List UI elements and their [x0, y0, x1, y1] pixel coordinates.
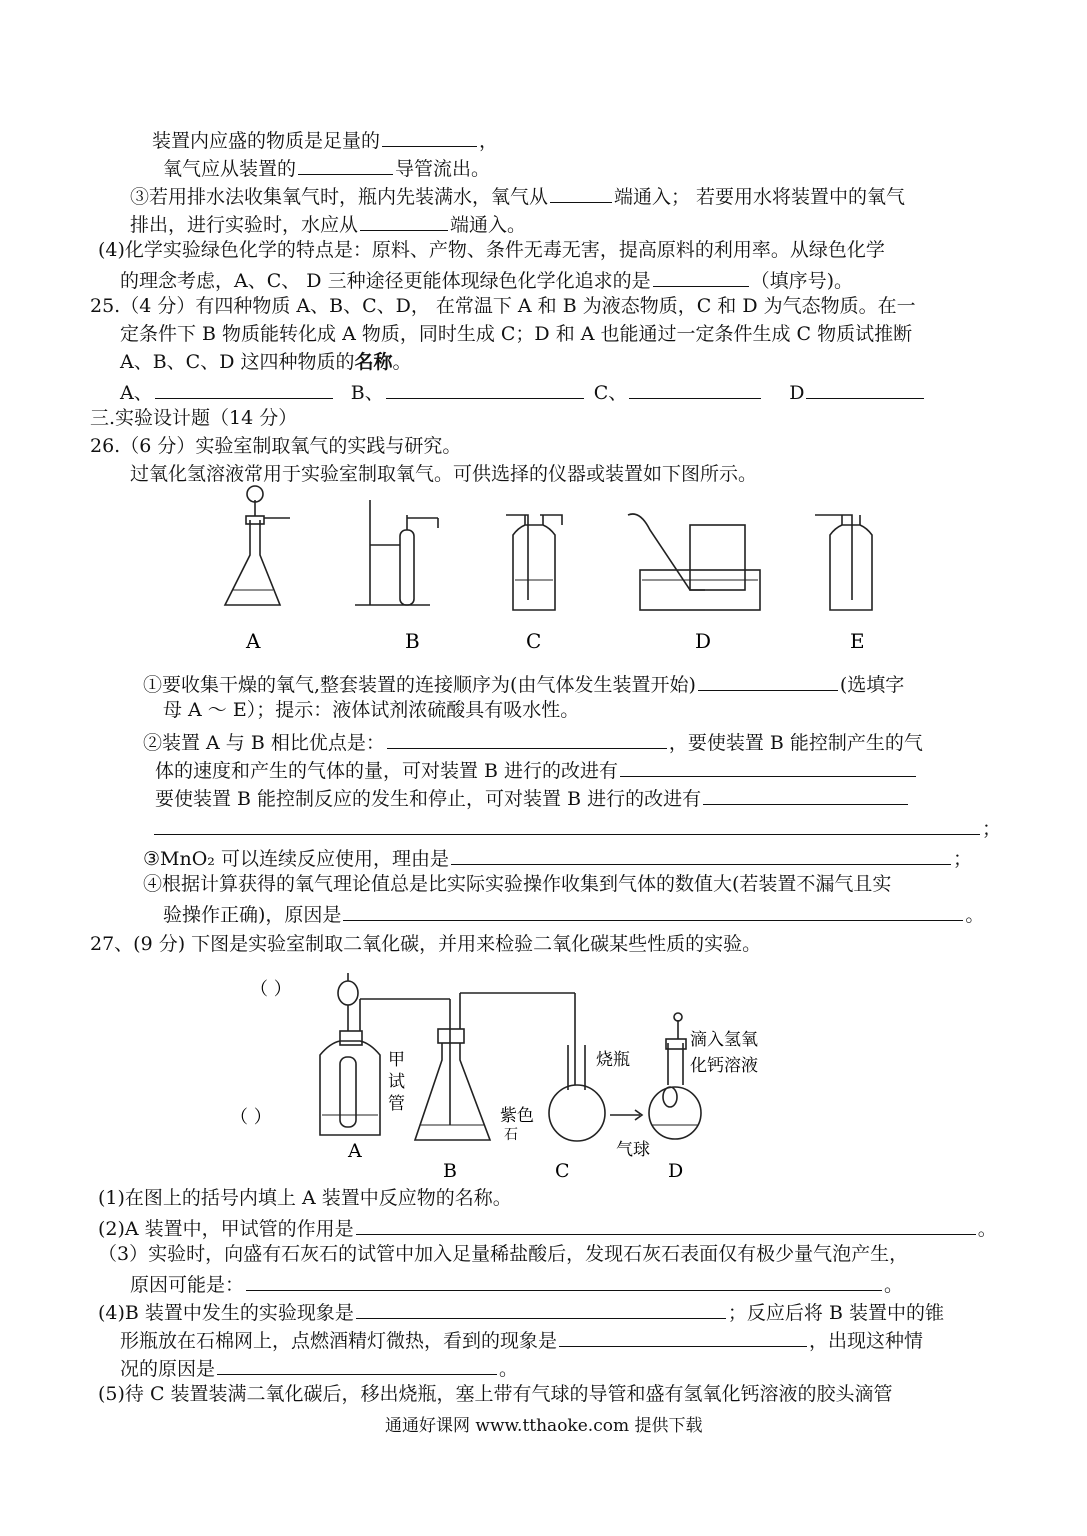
- label-drop1: 滴入氢氧: [690, 1030, 758, 1050]
- answer-blank[interactable]: [360, 210, 448, 231]
- q27-p4-cont: [120, 1326, 923, 1353]
- answer-blank[interactable]: [246, 1270, 882, 1291]
- answer-blank[interactable]: [382, 126, 477, 147]
- answer-blank[interactable]: [703, 784, 908, 805]
- answer-blank[interactable]: [356, 1298, 726, 1319]
- q25-emphasis: 名称: [354, 351, 393, 373]
- label-shi: 试: [388, 1072, 405, 1092]
- q25-line3-text: A、B、C、D 这四种物质的: [120, 351, 355, 373]
- section-heading: 三.实验设计题（14 分）: [90, 407, 298, 429]
- fig-label-e: E: [850, 629, 865, 653]
- answer-blank[interactable]: [356, 1214, 976, 1235]
- q27-p4-text3: 形瓶放在石棉网上，点燃酒精灯微热，看到的现象是: [120, 1330, 558, 1352]
- answer-blank-a[interactable]: [155, 378, 333, 399]
- reactant-blank-bottom[interactable]: （ ）: [230, 1107, 272, 1128]
- q27-p4-cont2: [120, 1354, 518, 1381]
- q24-line4-text: 排出，进行实验时，水应从: [130, 214, 359, 236]
- q26-s1-cont: 母 A ～ E）；提示：液体试剂浓硫酸具有吸水性。: [163, 699, 580, 721]
- q27-p4-end: 。: [499, 1358, 519, 1380]
- q26-s4-text: 验操作正确)，原因是: [163, 904, 342, 926]
- q24-line6-text2: （填序号)。: [750, 270, 853, 292]
- q27-p5: (5)待 C 装置装满二氧化碳后，移出烧瓶，塞上带有气球的导管和盛有氢氧化钙溶液的胶头滴管: [98, 1383, 893, 1405]
- q27-p4-text2: ；反应后将 B 装置中的锥: [727, 1302, 944, 1324]
- label-guan: 管: [388, 1094, 405, 1114]
- q25-line1: 25.（4 分）有四种物质 A、B、C、D， 在常温下 A 和 B 为液态物质，C 和 D 为气态物质。在一: [90, 295, 916, 317]
- answer-blank[interactable]: [343, 900, 963, 921]
- apparatus-a: [225, 486, 290, 605]
- q27-p4-text5: 况的原因是: [120, 1358, 216, 1380]
- reactant-blank-top[interactable]: （ ）: [250, 979, 292, 1000]
- answer-blank-b[interactable]: [386, 378, 584, 399]
- q25-answers: [120, 378, 940, 405]
- apparatus-c: [506, 515, 562, 610]
- q26-s1: [143, 670, 904, 697]
- q25-label-a: A、: [120, 382, 153, 404]
- q26-s1-text: ①要收集干燥的氧气,整套装置的连接顺序为(由气体发生装置开始): [143, 674, 696, 696]
- q26-s2-cont: [155, 756, 918, 783]
- q27-p4-text: (4)B 装置中发生的实验现象是: [98, 1302, 354, 1324]
- answer-blank[interactable]: [653, 266, 749, 287]
- label-qiqiu: 气球: [616, 1140, 650, 1160]
- q26-s2-text4: 要使装置 B 能控制反应的发生和停止，可对装置 B 进行的改进有: [155, 788, 702, 810]
- q27-p2: [98, 1214, 997, 1241]
- q24-line3: [130, 182, 905, 209]
- q24-line6-text: 的理念考虑，A、C、 D 三种途径更能体现绿色化学化追求的是: [120, 270, 651, 292]
- q27-apparatus-figure: [220, 965, 780, 1185]
- answer-blank[interactable]: [620, 756, 916, 777]
- q25-line2: 定条件下 B 物质能转化成 A 物质，同时生成 C；D 和 A 也能通过一定条件生成 C 物质试推断: [120, 323, 913, 345]
- label-jia: 甲: [388, 1050, 405, 1070]
- apparatus-b: [355, 500, 438, 605]
- q26-s2-cont2: [155, 784, 910, 811]
- q24-line2: [163, 154, 490, 181]
- q26-s4: ④根据计算获得的氧气理论值总是比实际实验操作收集到气体的数值大(若装置不漏气且实: [143, 873, 892, 895]
- q24-line4: [130, 210, 526, 237]
- q24-line1: [152, 126, 498, 153]
- q24-line6: [120, 266, 853, 293]
- fig-label-c: C: [555, 1160, 570, 1182]
- q26-line1: 26.（6 分）实验室制取氧气的实践与研究。: [90, 435, 462, 457]
- q24-line2-end: 导管流出。: [395, 158, 491, 180]
- answer-blank[interactable]: [559, 1326, 807, 1347]
- q26-s4-end: 。: [965, 904, 985, 926]
- q26-s4-cont: [163, 900, 984, 927]
- q26-s3-end: ；: [952, 848, 972, 870]
- q25-label-d: D: [789, 382, 805, 404]
- label-zise: 紫色: [500, 1106, 534, 1126]
- label-shaoping: 烧瓶: [596, 1050, 630, 1070]
- q27-p4-text4: ，出现这种情: [809, 1330, 924, 1352]
- answer-blank[interactable]: [550, 182, 612, 203]
- q27-line1: 27、(9 分) 下图是实验室制取二氧化碳，并用来检验二氧化碳某些性质的实验。: [90, 933, 762, 955]
- q26-apparatus-figure: [210, 480, 910, 660]
- fig-label-a: A: [348, 1140, 362, 1162]
- answer-blank[interactable]: [451, 844, 951, 865]
- q27-p2-text: (2)A 装置中，甲试管的作用是: [98, 1218, 354, 1240]
- label-shi2: 石: [504, 1127, 518, 1143]
- answer-blank[interactable]: [387, 728, 667, 749]
- q27-p3-text: 原因可能是：: [130, 1274, 245, 1296]
- q26-s3-text: ③MnO₂ 可以连续反应使用，理由是: [143, 848, 449, 870]
- q25-label-b: B、: [350, 382, 384, 404]
- fig-label-d: D: [695, 629, 712, 653]
- answer-blank[interactable]: [698, 670, 838, 691]
- apparatus-e: [815, 515, 872, 610]
- fig-label-d: D: [668, 1160, 684, 1182]
- label-drop2: 化钙溶液: [690, 1056, 758, 1076]
- fig-label-b: B: [405, 629, 420, 653]
- q24-line3-text: ③若用排水法收集氧气时，瓶内先装满水，氧气从: [130, 186, 549, 208]
- q26-s1-text2: (选填字: [839, 674, 905, 696]
- answer-blank[interactable]: [298, 154, 393, 175]
- answer-blank-d[interactable]: [806, 378, 924, 399]
- q24-line1-text: 装置内应盛的物质是足量的: [152, 130, 381, 152]
- q24-line1-end: ，: [479, 130, 499, 152]
- q26-s2-end: ；: [982, 818, 1002, 840]
- q26-s2-text: ②装置 A 与 B 相比优点是：: [143, 732, 385, 754]
- q27-p3-end: 。: [884, 1274, 904, 1296]
- q24-line5: (4)化学实验绿色化学的特点是：原料、产物、条件无毒无害，提高原料的利用率。从绿色化学: [98, 239, 885, 261]
- q27-p2-end: 。: [977, 1218, 997, 1240]
- answer-blank[interactable]: [217, 1354, 497, 1375]
- fig-label-a: A: [246, 629, 261, 653]
- q26-s3: [143, 844, 972, 871]
- q26-s2-text2: ，要使装置 B 能控制产生的气: [668, 732, 923, 754]
- q24-line2-text: 氧气应从装置的: [163, 158, 297, 180]
- q26-s2-text3: 体的速度和产生的气体的量，可对装置 B 进行的改进有: [155, 760, 619, 782]
- q27-p3-cont: [130, 1270, 903, 1297]
- answer-blank-c[interactable]: [629, 378, 761, 399]
- q24-line4-text2: 端通入。: [450, 214, 527, 236]
- apparatus-a: [320, 973, 450, 1135]
- q26-s2-cont3: [152, 814, 1001, 841]
- fig-label-c: C: [526, 629, 542, 653]
- q24-line3-text2: 端通入； 若要用水将装置中的氧气: [614, 186, 906, 208]
- q26-s2: [143, 728, 923, 755]
- answer-blank[interactable]: [154, 814, 980, 835]
- apparatus-b: [415, 993, 575, 1140]
- q27-p1: (1)在图上的括号内填上 A 装置中反应物的名称。: [98, 1187, 512, 1209]
- q25-label-c: C、: [593, 382, 628, 404]
- q25-line3: [120, 350, 412, 374]
- q26-line2: 过氧化氢溶液常用于实验室制取氧气。可供选择的仪器或装置如下图所示。: [130, 463, 758, 485]
- page-footer: 通通好课网 www.tthaoke.com 提供下载: [385, 1416, 703, 1436]
- q27-p4: [98, 1298, 944, 1325]
- q27-p3: （3）实验时，向盛有石灰石的试管中加入足量稀盐酸后，发现石灰石表面仅有极少量气泡产生，: [98, 1243, 909, 1265]
- q25-line3-end: 。: [392, 351, 412, 373]
- apparatus-d: [628, 514, 760, 610]
- fig-label-b: B: [443, 1160, 457, 1182]
